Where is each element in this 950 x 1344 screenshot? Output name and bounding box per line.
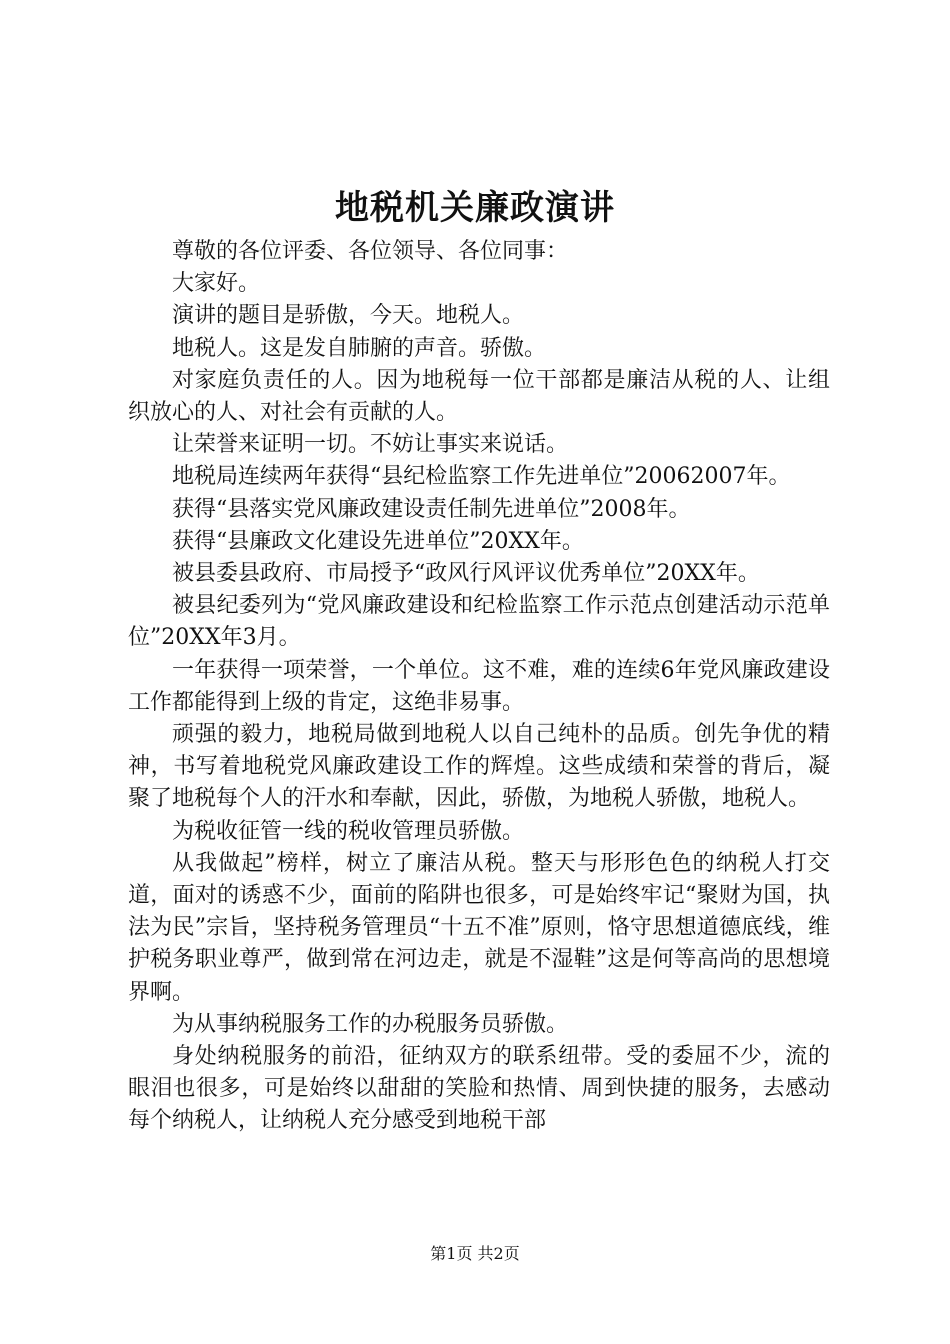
document-body <box>128 236 830 1138</box>
paragraph: 尊敬的各位评委、各位领导、各位同事： <box>172 239 569 264</box>
paragraph: 地税局连续两年获得“县纪检监察工作先进单位”20062007年。 <box>172 464 791 490</box>
paragraph: 为税收征管一线的税收管理员骄傲。 <box>172 818 525 844</box>
paragraph: 获得“县落实党风廉政建设责任制先进单位”2008年。 <box>172 496 691 522</box>
paragraph: 为从事纳税服务工作的办税服务员骄傲。 <box>172 1011 569 1037</box>
paragraph: 被县委县政府、市局授予“政风行风评议优秀单位”20XX年。 <box>172 561 760 587</box>
paragraph: 获得“县廉政文化建设先进单位”20XX年。 <box>172 528 584 554</box>
paragraph: 大家好。 <box>172 271 261 297</box>
page-footer: 第1页 共2页 <box>430 1244 520 1263</box>
paragraph: 身处纳税服务的前沿，征纳双方的联系纽带。受的委屈不少，流的眼泪也很多，可是始终以甜甜的笑脸和热情、周到快捷的服务，去感动每个纳税人，让纳税人充分感受到地税干部 <box>128 1044 830 1134</box>
paragraph: 对家庭负责任的人。因为地税每一位干部都是廉洁从税的人、让组织放心的人、对社会有贡献的人。 <box>128 367 830 426</box>
paragraph: 一年获得一项荣誉，一个单位。这不难，难的连续6年党风廉政建设工作都能得到上级的肯定，这绝非易事。 <box>128 657 830 715</box>
paragraph: 演讲的题目是骄傲，今天。地税人。 <box>172 303 525 329</box>
paragraph: 让荣誉来证明一切。不妨让事实来说话。 <box>172 432 569 458</box>
document-title: 地税机关廉政演讲 <box>335 188 615 228</box>
paragraph: 从我做起”榜样，树立了廉洁从税。整天与形形色色的纳税人打交道，面对的诱惑不少，面前的陷阱也很多，可是始终牢记“聚财为国，执法为民”宗旨，坚持税务管理员“十五不准”原则，恪守思想道德底线，维护税务职业尊严，做到常在河边走，就是不湿鞋”这是何等高尚的思想境界啊。 <box>128 850 830 1005</box>
paragraph: 地税人。这是发自肺腑的声音。骄傲。 <box>172 335 547 361</box>
paragraph: 顽强的毅力，地税局做到地税人以自己纯朴的品质。创先争优的精神，书写着地税党风廉政建设工作的辉煌。这些成绩和荣誉的背后，凝聚了地税每个人的汗水和奉献，因此，骄傲，为地税人骄傲，地税人。 <box>128 722 830 812</box>
paragraph: 被县纪委列为“党风廉政建设和纪检监察工作示范点创建活动示范单位”20XX年3月。 <box>128 593 830 651</box>
